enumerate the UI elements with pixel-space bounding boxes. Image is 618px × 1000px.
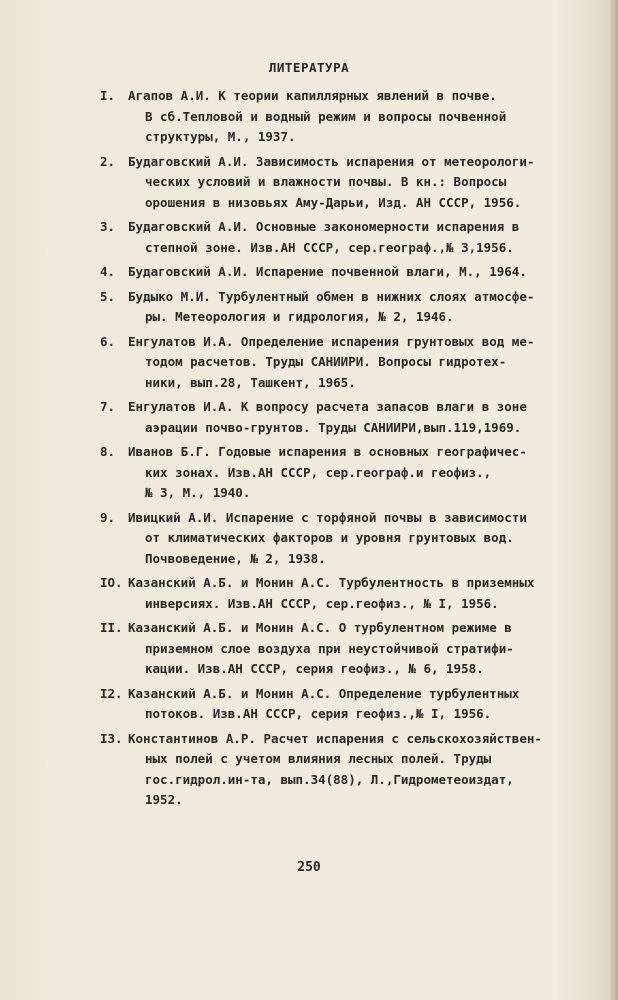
reference-line: Агапов А.И. К теории капиллярных явлений в почве.: [128, 88, 497, 103]
reference-item: [0, 152, 618, 214]
reference-line: тодом расчетов. Труды САНИИРИ. Вопросы гидротех-: [145, 354, 507, 369]
reference-number: I.: [100, 88, 116, 103]
reference-line: от климатических факторов и уровня грунтовых вод.: [145, 530, 514, 545]
reference-line: кации. Изв.АН СССР, серия геофиз., № 6, 1958.: [145, 661, 484, 676]
reference-line: Будаговский А.И. Зависимость испарения от метеорологи-: [128, 153, 535, 169]
reference-item: [0, 217, 618, 258]
page-number: 250: [297, 860, 321, 875]
reference-number: I2.: [100, 685, 123, 701]
reference-line: В сб.Тепловой и водный режим и вопросы почвенной: [145, 108, 507, 124]
reference-number: 3.: [100, 219, 116, 234]
reference-line: 1952.: [145, 792, 183, 807]
reference-number: 9.: [100, 509, 116, 525]
reference-line: Ивицкий А.И. Испарение с торфяной почвы в зависимости: [128, 509, 527, 525]
reference-line: ческих условий и влажности почвы. В кн.: Вопросы: [145, 174, 507, 189]
reference-line: Казанский А.Б. и Монин А.С. Турбулентность в приземных: [128, 575, 535, 590]
reference-line: Почвоведение, № 2, 1938.: [145, 550, 326, 566]
reference-line: аэрации почво-грунтов. Труды САНИИРИ,вып.119,1969.: [145, 419, 522, 435]
reference-item: [0, 287, 618, 328]
reference-item: [0, 684, 618, 725]
reference-line: ных полей с учетом влияния лесных полей. Труды: [145, 751, 492, 766]
reference-item: [0, 86, 618, 148]
reference-line: ких зонах. Изв.АН СССР, сер.географ.и геофиз.,: [145, 464, 492, 480]
reference-number: II.: [100, 620, 123, 635]
reference-line: Иванов Б.Г. Годовые испарения в основных географичес-: [128, 444, 527, 459]
reference-line: Будаговский А.И. Основные закономерности испарения в: [128, 219, 520, 234]
reference-item: [0, 508, 618, 570]
reference-item: [0, 618, 618, 680]
reference-item: [0, 442, 618, 504]
reference-line: ники, вып.28, Ташкент, 1965.: [145, 374, 356, 390]
reference-line: приземном слое воздуха при неустойчивой стратифи-: [145, 640, 514, 656]
reference-line: Константинов А.Р. Расчет испарения с сельскохозяйствен-: [128, 730, 542, 746]
reference-item: [0, 573, 618, 614]
reference-line: структуры, М., 1937.: [145, 129, 296, 144]
reference-line: Енгулатов И.А. К вопросу расчета запасов влаги в зоне: [128, 399, 527, 414]
reference-line: орошения в низовьях Аму-Дарьи, Изд. АН СССР, 1956.: [145, 194, 522, 210]
reference-number: 7.: [100, 399, 116, 414]
reference-line: Казанский А.Б. и Монин А.С. О турбулентном режиме в: [128, 620, 512, 635]
reference-line: гос.гидрол.ин-та, вып.34(88), Л.,Гидрометеоиздат,: [145, 771, 514, 787]
reference-number: IO.: [100, 575, 123, 590]
reference-line: Енгулатов И.А. Определение испарения грунтовых вод ме-: [128, 333, 535, 349]
reference-line: инверсиях. Изв.АН СССР, сер.геофиз., № I, 1956.: [145, 595, 499, 611]
reference-item: [0, 262, 618, 283]
reference-line: Казанский А.Б. и Монин А.С. Определение турбулентных: [128, 685, 520, 701]
reference-number: 6.: [100, 333, 116, 349]
reference-number: 5.: [100, 288, 116, 304]
reference-item: [0, 332, 618, 394]
reference-item: [0, 397, 618, 438]
reference-item: [0, 729, 618, 811]
reference-line: потоков. Изв.АН СССР, серия геофиз.,№ I, 1956.: [145, 706, 492, 721]
reference-line: степной зоне. Изв.АН СССР, сер.географ.,№ 3,1956.: [145, 239, 514, 255]
reference-number: 4.: [100, 264, 116, 279]
reference-line: Будыко М.И. Турбулентный обмен в нижних слоях атмосфе-: [128, 288, 535, 304]
page-heading: ЛИТЕРАТУРА: [268, 60, 350, 75]
reference-line: ры. Метеорология и гидрология, № 2, 1946.: [145, 309, 454, 324]
reference-line: № 3, М., 1940.: [145, 485, 251, 500]
reference-number: 8.: [100, 444, 116, 459]
reference-list: [0, 86, 618, 815]
reference-line: Будаговский А.И. Испарение почвенной влаги, М., 1964.: [128, 264, 527, 279]
reference-number: I3.: [100, 730, 123, 746]
reference-number: 2.: [100, 153, 116, 169]
